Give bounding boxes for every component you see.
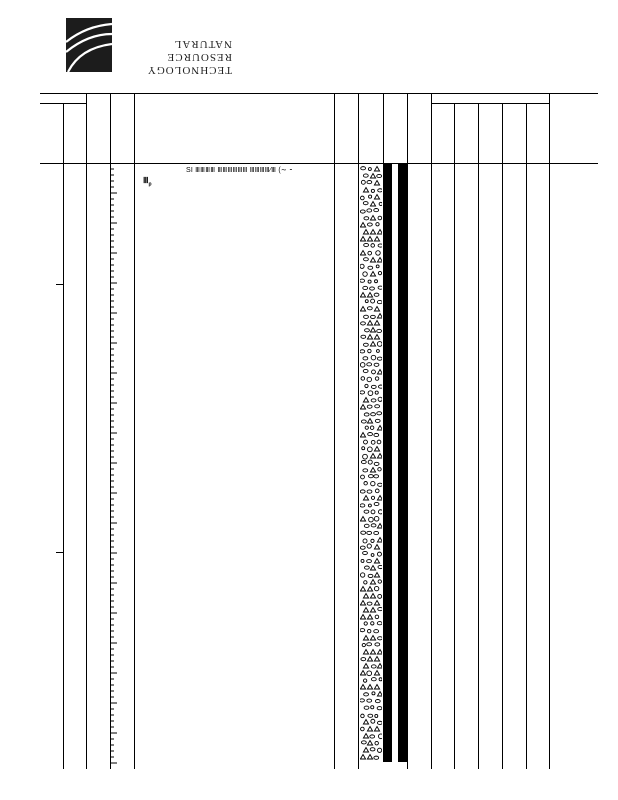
gravel-clast xyxy=(367,321,372,326)
gravel-clast xyxy=(371,299,375,303)
gravel-clast xyxy=(367,335,372,340)
gravel-clast xyxy=(377,258,382,263)
header-col-div xyxy=(134,93,135,163)
body-col-div xyxy=(502,163,503,769)
gravel-clast xyxy=(372,692,375,695)
gravel-clast xyxy=(374,447,379,452)
company-line-2: RESOURCE xyxy=(166,51,232,63)
gravel-clast xyxy=(360,573,364,577)
gravel-clast xyxy=(374,433,379,436)
company-line-1: TECHNOLOGY xyxy=(146,64,232,76)
gravel-clast xyxy=(368,460,372,464)
gravel-clast xyxy=(377,370,382,375)
gravel-clast xyxy=(361,322,366,325)
gravel-clast xyxy=(377,692,382,697)
gravel-clast xyxy=(368,714,373,717)
gravel-clast xyxy=(377,174,382,177)
gravel-clast xyxy=(360,615,365,620)
gravel-clast xyxy=(370,580,375,585)
gravel-clast xyxy=(367,544,371,548)
gravel-clast xyxy=(360,685,365,690)
gravel-clast xyxy=(375,615,379,619)
gravel-clast xyxy=(374,307,379,312)
gravel-clast xyxy=(378,468,381,471)
gravel-clast xyxy=(361,377,365,381)
gravel-clast xyxy=(360,699,364,702)
gravel-clast xyxy=(377,300,382,303)
gravel-clast xyxy=(374,657,379,662)
gravel-clast xyxy=(367,755,372,760)
gravel-clast xyxy=(370,328,375,333)
gravel-clast xyxy=(361,559,364,562)
gravel-clast xyxy=(363,608,368,613)
gravel-clast xyxy=(360,307,365,312)
gravel-clast xyxy=(364,706,369,709)
gravel-clast xyxy=(374,475,379,478)
body-col-div xyxy=(86,163,87,769)
gravel-clast xyxy=(368,251,372,255)
gravel-clast xyxy=(361,658,366,661)
gravel-clast xyxy=(377,622,382,625)
gravel-clast xyxy=(361,741,366,744)
gravel-clast xyxy=(360,350,365,353)
unit-boundary-mark xyxy=(56,284,64,285)
gravel-clast xyxy=(367,405,372,408)
header-sub-rule-right xyxy=(431,103,549,104)
gravel-clast xyxy=(360,433,365,438)
body-col-div xyxy=(63,163,64,769)
gravel-clast xyxy=(367,307,372,310)
gravel-clast xyxy=(378,607,382,610)
gravel-clast xyxy=(370,650,375,655)
header-col-div xyxy=(454,103,455,163)
gravel-clast xyxy=(367,223,372,226)
header-col-div xyxy=(407,93,408,163)
gravel-clast xyxy=(371,665,376,668)
gravel-clast xyxy=(367,587,372,592)
gravel-clast xyxy=(367,490,372,493)
gravel-clast xyxy=(371,719,375,723)
gravel-clast xyxy=(375,391,378,394)
gravel-clast xyxy=(376,265,379,268)
gravel-clast xyxy=(370,566,375,571)
gravel-clast xyxy=(372,370,376,374)
gravel-clast xyxy=(377,342,382,347)
gravel-clast xyxy=(374,363,379,366)
gravel-clast xyxy=(360,251,365,256)
header-col-div xyxy=(63,103,64,163)
gravel-clast xyxy=(364,622,367,625)
gravel-clast xyxy=(360,223,365,228)
gravel-clast xyxy=(367,237,372,242)
gravel-clast xyxy=(368,391,373,396)
gravel-clast xyxy=(371,189,374,192)
gravel-clast xyxy=(365,300,368,303)
gravel-clast xyxy=(360,517,365,522)
body-col-div xyxy=(358,163,359,769)
gravel-clast xyxy=(374,167,379,172)
header-col-div xyxy=(502,103,503,163)
gravel-clast xyxy=(360,210,365,213)
gravel-clast xyxy=(364,315,369,318)
gravel-clast xyxy=(375,377,378,380)
gravel-clast xyxy=(364,243,369,246)
gravel-clast xyxy=(378,216,382,220)
gravel-clast xyxy=(374,531,379,534)
gravel-clast xyxy=(367,615,372,620)
gravel-clast xyxy=(377,412,382,415)
gravel-clast xyxy=(367,419,372,424)
gravel-clast xyxy=(363,539,367,543)
header-col-div xyxy=(526,103,527,163)
gravel-clast xyxy=(363,496,368,501)
gravel-clast xyxy=(361,475,365,479)
gravel-clast xyxy=(374,601,379,606)
gravel-clast xyxy=(361,180,365,184)
gravel-clast xyxy=(363,551,368,554)
gravel-clast xyxy=(378,244,382,247)
gravel-clast xyxy=(360,755,365,760)
gravel-clast xyxy=(363,469,368,472)
gravel-clast xyxy=(368,280,371,283)
gravel-clast xyxy=(374,630,379,633)
gravel-clast xyxy=(363,188,368,193)
gravel-clast xyxy=(370,174,375,179)
gravel-clast xyxy=(374,462,379,465)
gravel-clast xyxy=(377,314,382,319)
gravel-clast xyxy=(364,440,368,444)
gravel-clast xyxy=(363,369,368,372)
gravel-clast xyxy=(374,516,379,521)
gravel-clast xyxy=(362,643,365,646)
gravel-clast xyxy=(365,426,368,429)
gravel-clast xyxy=(374,195,379,200)
gravel-clast xyxy=(363,636,368,641)
gravel-clast xyxy=(375,700,380,703)
gravel-clast xyxy=(367,181,372,184)
gravel-clast xyxy=(360,504,365,507)
gravel-clast xyxy=(363,650,368,655)
gravel-clast xyxy=(368,475,373,478)
gravel-clast xyxy=(360,601,365,606)
body-col-div xyxy=(454,163,455,769)
gravel-clast xyxy=(374,293,379,296)
gravel-clast xyxy=(371,315,376,318)
gravel-clast xyxy=(370,342,375,347)
gravel-clast xyxy=(371,244,375,248)
logo-swoosh-icon xyxy=(66,18,112,72)
gravel-clast xyxy=(360,391,365,394)
gravel-clast xyxy=(360,587,365,592)
gravel-clast xyxy=(361,531,366,534)
gravel-clast xyxy=(375,419,380,422)
gravel-clast xyxy=(371,539,374,542)
gravel-clast xyxy=(377,454,382,459)
gravel-clast xyxy=(367,699,372,702)
gravel-clast xyxy=(378,189,382,192)
gravel-clast xyxy=(367,727,372,732)
gravel-clast xyxy=(361,727,365,731)
gravel-clast xyxy=(367,209,372,212)
gravel-clast xyxy=(363,734,368,739)
gravel-clast xyxy=(374,559,379,564)
gravel-clast xyxy=(376,350,379,353)
gravel-clast xyxy=(364,524,369,527)
header-col-div xyxy=(478,103,479,163)
company-line-3: NATURAL xyxy=(173,38,232,50)
gravel-clast xyxy=(367,685,372,690)
gravel-clast xyxy=(377,748,381,752)
gravel-clast xyxy=(374,321,379,326)
gravel-clast xyxy=(379,678,382,681)
gravel-clast xyxy=(367,560,372,563)
gravel-clast xyxy=(369,195,372,198)
gravel-clast xyxy=(360,264,364,268)
gravel-clast xyxy=(371,510,375,514)
gravel-clast xyxy=(374,586,378,590)
header-col-div xyxy=(358,93,359,163)
well-casing-right xyxy=(398,164,407,762)
gravel-clast xyxy=(377,426,382,431)
gravel-clast xyxy=(378,580,381,583)
gravel-clast xyxy=(361,460,366,463)
gravel-clast xyxy=(378,286,382,289)
gravel-clast xyxy=(368,349,371,352)
gravel-clast xyxy=(371,678,376,681)
gravel-clast xyxy=(371,440,375,444)
gravel-clast xyxy=(370,230,375,235)
body-col-div xyxy=(431,163,432,769)
gravel-clast xyxy=(364,258,369,261)
gravel-clast xyxy=(368,504,371,507)
body-col-div xyxy=(478,163,479,769)
gravel-clast xyxy=(364,413,369,416)
gravel-clast xyxy=(360,196,364,200)
header-col-div xyxy=(549,93,550,163)
gravel-clast xyxy=(371,622,374,625)
header-col-div xyxy=(86,93,87,163)
header-col-div xyxy=(334,93,335,163)
gravel-clast xyxy=(371,481,375,485)
gravel-clast xyxy=(375,643,380,646)
gravel-clast xyxy=(378,483,382,486)
gravel-clast xyxy=(360,237,365,242)
header-col-div xyxy=(431,93,432,163)
gravel-clast xyxy=(375,280,378,283)
body-col-div xyxy=(407,163,408,769)
gravel-clast xyxy=(377,707,382,710)
gravel-clast xyxy=(361,714,365,718)
gravel-clast xyxy=(363,286,368,289)
gravel-clast xyxy=(363,343,368,346)
gravel-clast xyxy=(374,671,379,676)
header-col-div xyxy=(383,93,384,163)
gravel-clast xyxy=(370,608,375,613)
gravel-clast xyxy=(370,258,375,263)
gravel-clast xyxy=(368,574,373,577)
gravel-clast xyxy=(377,664,382,669)
gravel-clast xyxy=(370,636,375,641)
gravel-clast xyxy=(377,524,382,529)
gravel-clast xyxy=(360,671,365,676)
gravel-clast xyxy=(361,335,366,338)
gravel-clast xyxy=(378,397,382,401)
gravel-clast xyxy=(377,496,382,501)
body-col-div xyxy=(526,163,527,769)
gravel-clast xyxy=(371,706,374,709)
gravel-clast xyxy=(377,721,382,724)
gravel-clast xyxy=(368,447,373,452)
gravel-clast xyxy=(364,693,369,696)
gravel-clast xyxy=(374,727,379,732)
gravel-clast xyxy=(364,566,369,569)
gravel-clast xyxy=(378,594,382,598)
gravel-clast xyxy=(360,546,365,549)
header-top-rule xyxy=(40,93,598,94)
gravel-clast xyxy=(367,671,372,676)
gravel-clast xyxy=(367,629,370,632)
gravel-clast xyxy=(364,510,369,513)
gravel-clast xyxy=(370,454,375,459)
gravel-clast xyxy=(364,581,367,584)
gravel-clast xyxy=(363,594,368,599)
gravel-clast xyxy=(374,756,379,759)
gravel-clast xyxy=(375,489,379,493)
gravel-clast xyxy=(371,524,376,527)
gravel-clast xyxy=(371,554,374,557)
gravel-clast xyxy=(371,385,376,388)
gravel-clast xyxy=(368,266,373,269)
body-col-div xyxy=(334,163,335,769)
gravel-clast xyxy=(374,237,379,242)
gravel-clast xyxy=(361,420,366,423)
well-casing-left xyxy=(383,164,392,762)
body-col-div xyxy=(549,163,550,769)
gravel-clast xyxy=(375,741,378,744)
gravel-clast xyxy=(368,433,373,436)
gravel-clast xyxy=(364,481,367,484)
gravel-clast xyxy=(378,637,382,640)
gravel-clast xyxy=(375,405,380,408)
gravel-clast xyxy=(379,202,382,205)
gravel-clast xyxy=(363,664,368,669)
depth-scale xyxy=(110,163,136,769)
gravel-clast xyxy=(374,545,379,550)
gravel-clast xyxy=(363,202,368,205)
header-col-div xyxy=(110,93,111,163)
gravel-clast xyxy=(377,538,382,543)
gravel-clast xyxy=(360,279,365,282)
gravel-clast xyxy=(374,573,379,578)
gravel-clast xyxy=(374,685,379,690)
gravel-clast xyxy=(374,502,379,505)
gravel-clast xyxy=(367,643,372,646)
gravel-clast xyxy=(370,216,375,221)
gravel-clast xyxy=(367,531,372,534)
gravel-clast xyxy=(364,217,369,220)
gravel-clast xyxy=(363,454,368,459)
gravel-clast xyxy=(360,405,365,410)
gravel-clast xyxy=(371,413,376,416)
company-name xyxy=(112,16,232,76)
gravel-clast xyxy=(377,329,382,332)
gravel-clast xyxy=(363,272,367,276)
gravel-clast xyxy=(377,230,382,235)
gravel-clast xyxy=(370,202,375,207)
gravel-clast xyxy=(370,594,375,599)
gravel-clast xyxy=(367,602,372,605)
gravel-clast xyxy=(363,230,368,235)
gravel-clast xyxy=(363,679,366,682)
gravel-clast xyxy=(375,714,378,717)
gravel-clast xyxy=(367,377,372,382)
gravel-clast xyxy=(376,251,381,256)
gravel-clast xyxy=(370,468,375,473)
gravel-clast xyxy=(370,735,375,738)
gravel-clast xyxy=(374,208,379,211)
gravel-clast xyxy=(371,496,374,499)
gravel-clast xyxy=(367,741,372,746)
gravel-clast xyxy=(378,510,382,514)
gravel-clast xyxy=(360,293,365,298)
gravel-clast xyxy=(376,223,379,226)
gravel-clast xyxy=(374,181,379,186)
gravel-clast xyxy=(370,748,375,751)
lithology-description: SI ⅢⅢⅢⅢ ⅢⅢⅢⅢⅢⅢ ⅢⅢⅢⅢ⁄Ⅲ (∼ ⁃ xyxy=(186,167,293,174)
gravel-clast xyxy=(378,271,381,274)
gravel-clast xyxy=(367,293,372,298)
gravel-clast xyxy=(367,363,372,366)
unit-boundary-mark xyxy=(56,552,64,553)
gravel-clast xyxy=(369,517,374,522)
gravel-clast xyxy=(377,440,381,444)
gravel-clast xyxy=(367,657,372,662)
gravel-clast xyxy=(365,329,370,332)
gravel-clast xyxy=(360,629,365,632)
gravel-clast xyxy=(365,384,368,387)
gravel-clast xyxy=(378,565,382,568)
gravel-clast xyxy=(363,720,368,725)
gravel-clast xyxy=(377,357,382,360)
gravel-clast xyxy=(378,385,382,388)
gravel-clast xyxy=(370,426,373,429)
company-logo-icon xyxy=(66,18,112,72)
gravel-clast xyxy=(360,490,365,493)
gravel-clast xyxy=(378,734,382,739)
gravel-pattern-icon xyxy=(360,164,382,762)
gravel-clast xyxy=(377,552,381,556)
gravel-clast xyxy=(363,174,368,177)
gravel-clast xyxy=(363,357,368,360)
gravel-clast xyxy=(370,287,375,290)
gravel-clast xyxy=(362,447,365,450)
unit-code: $Ⅲ_p$ xyxy=(143,176,152,188)
gravel-clast xyxy=(368,168,371,171)
gravel-clast xyxy=(360,363,365,368)
gravel-clast xyxy=(374,335,379,340)
gravel-clast xyxy=(371,355,376,360)
gravel-clast xyxy=(363,748,368,753)
gravel-clast xyxy=(361,167,366,170)
gravel-clast xyxy=(377,650,382,655)
gravel-clast xyxy=(371,399,376,402)
gravel-clast xyxy=(363,398,368,403)
gravel-clast xyxy=(370,272,375,277)
